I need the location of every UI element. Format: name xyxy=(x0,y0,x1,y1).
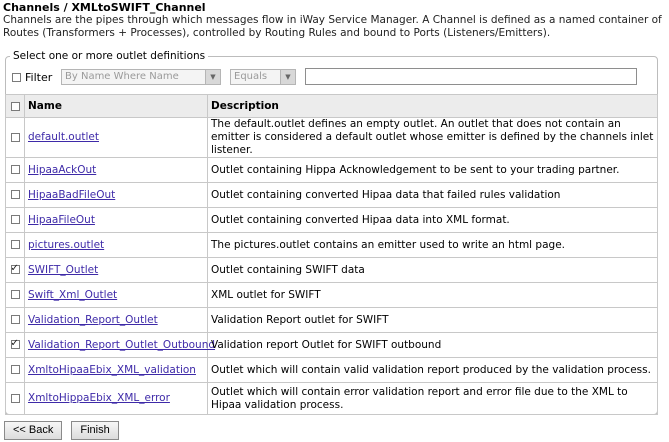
outlet-description-cell: Outlet containing Hippa Acknowledgement to be sent to your trading partner. xyxy=(208,158,658,183)
outlet-name-cell xyxy=(25,118,208,158)
table-row xyxy=(6,233,658,258)
outlet-name-cell xyxy=(25,233,208,258)
table-row xyxy=(6,283,658,308)
row-select-cell xyxy=(6,308,25,333)
outlet-name-cell xyxy=(25,358,208,383)
page-title: Channels / XMLtoSWIFT_Channel xyxy=(3,1,206,14)
filter-field-select[interactable] xyxy=(61,69,221,85)
row-checkbox[interactable] xyxy=(11,133,20,142)
finish-button[interactable]: Finish xyxy=(71,421,118,440)
table-row xyxy=(6,383,658,415)
row-select-cell xyxy=(6,358,25,383)
outlet-description-cell: The default.outlet defines an empty outlet. An outlet that does not contain an emitter is considered a default outlet whose emitter is defined by the channels inlet listener. xyxy=(208,118,658,158)
table-row xyxy=(6,118,658,158)
outlet-description-cell: Outlet containing converted Hipaa data into XML format. xyxy=(208,208,658,233)
filter-operator-select-value: Equals xyxy=(234,71,268,82)
outlet-name-link[interactable]: HipaaFileOut xyxy=(28,213,95,226)
table-row xyxy=(6,258,658,283)
back-button[interactable]: << Back xyxy=(4,421,62,440)
filter-checkbox[interactable] xyxy=(12,73,21,82)
outlet-description-cell: Outlet containing converted Hipaa data that failed rules validation xyxy=(208,183,658,208)
filter-operator-select[interactable] xyxy=(230,69,296,85)
row-select-cell xyxy=(6,158,25,183)
filter-label: Filter xyxy=(25,71,53,84)
row-select-cell xyxy=(6,283,25,308)
select-all-checkbox[interactable] xyxy=(11,102,20,111)
filter-value-input[interactable] xyxy=(305,68,637,85)
wizard-buttons xyxy=(4,421,119,440)
outlet-name-cell xyxy=(25,183,208,208)
row-select-cell xyxy=(6,208,25,233)
outlet-table xyxy=(5,94,658,415)
outlet-name-link[interactable]: XmltoHipaaEbix_XML_validation xyxy=(28,363,196,376)
page-description: Channels are the pipes through which messages flow in iWay Service Manager. A Channel is defined as a named container of Routes (Transformers + Processes), controlled by Routing Rules and bound to Ports (Listeners/Emitters). xyxy=(3,14,662,39)
chevron-down-icon: ▼ xyxy=(280,70,295,84)
table-row xyxy=(6,308,658,333)
row-checkbox[interactable] xyxy=(11,215,20,224)
row-checkbox[interactable] xyxy=(11,315,20,324)
outlet-description-cell: Validation Report outlet for SWIFT xyxy=(208,308,658,333)
filter-row xyxy=(12,69,52,86)
chevron-down-icon: ▼ xyxy=(205,70,220,84)
row-select-cell xyxy=(6,183,25,208)
outlet-name-link[interactable]: Swift_Xml_Outlet xyxy=(28,288,118,301)
outlet-name-cell xyxy=(25,333,216,358)
row-select-cell xyxy=(6,233,25,258)
outlet-description-cell: Outlet containing SWIFT data xyxy=(208,258,658,283)
table-row xyxy=(6,183,658,208)
outlet-name-link[interactable]: Validation_Report_Outlet_Outbound xyxy=(28,338,216,351)
outlet-name-link[interactable]: SWIFT_Outlet xyxy=(28,263,99,276)
outlet-name-link[interactable]: pictures.outlet xyxy=(28,238,105,251)
outlet-name-link[interactable]: XmltoHippaEbix_XML_error xyxy=(28,392,170,404)
outlet-description-cell: Outlet which will contain error validation report and error file due to the XML to Hipaa validation process. xyxy=(208,383,658,415)
table-header-row xyxy=(6,95,658,118)
table-row xyxy=(6,333,658,358)
row-checkbox[interactable] xyxy=(11,165,20,174)
outlet-name-cell xyxy=(25,383,208,415)
fieldset-legend: Select one or more outlet definitions xyxy=(13,50,206,62)
row-select-cell xyxy=(6,258,25,283)
column-header-description: Description xyxy=(208,95,658,118)
row-checkbox[interactable] xyxy=(11,340,20,349)
row-checkbox[interactable] xyxy=(11,240,20,249)
outlet-name-cell xyxy=(25,283,208,308)
table-row xyxy=(6,158,658,183)
row-checkbox[interactable] xyxy=(11,190,20,199)
row-select-cell xyxy=(6,333,25,358)
table-row xyxy=(6,208,658,233)
outlet-description-cell: Validation report Outlet for SWIFT outbound xyxy=(208,333,658,358)
outlet-name-cell xyxy=(25,158,208,183)
outlet-name-cell xyxy=(25,208,208,233)
outlet-description-cell: Outlet which will contain valid validation report produced by the validation process. xyxy=(208,358,658,383)
row-checkbox[interactable] xyxy=(11,290,20,299)
row-checkbox[interactable] xyxy=(11,394,20,403)
row-select-cell xyxy=(6,383,25,415)
table-row xyxy=(6,358,658,383)
filter-field-select-value: By Name Where Name xyxy=(65,71,179,82)
select-all-cell xyxy=(6,95,25,118)
outlet-name-link[interactable]: default.outlet xyxy=(28,131,99,143)
outlet-description-cell: The pictures.outlet contains an emitter used to write an html page. xyxy=(208,233,658,258)
row-checkbox[interactable] xyxy=(11,365,20,374)
row-select-cell xyxy=(6,118,25,158)
outlet-name-cell xyxy=(25,308,208,333)
column-header-name: Name xyxy=(25,95,208,118)
outlet-description-cell: XML outlet for SWIFT xyxy=(208,283,658,308)
outlet-name-cell xyxy=(25,258,208,283)
outlet-name-link[interactable]: HipaaAckOut xyxy=(28,163,97,176)
outlet-name-link[interactable]: Validation_Report_Outlet xyxy=(28,313,158,326)
row-checkbox[interactable] xyxy=(11,265,20,274)
outlet-name-link[interactable]: HipaaBadFileOut xyxy=(28,188,116,201)
